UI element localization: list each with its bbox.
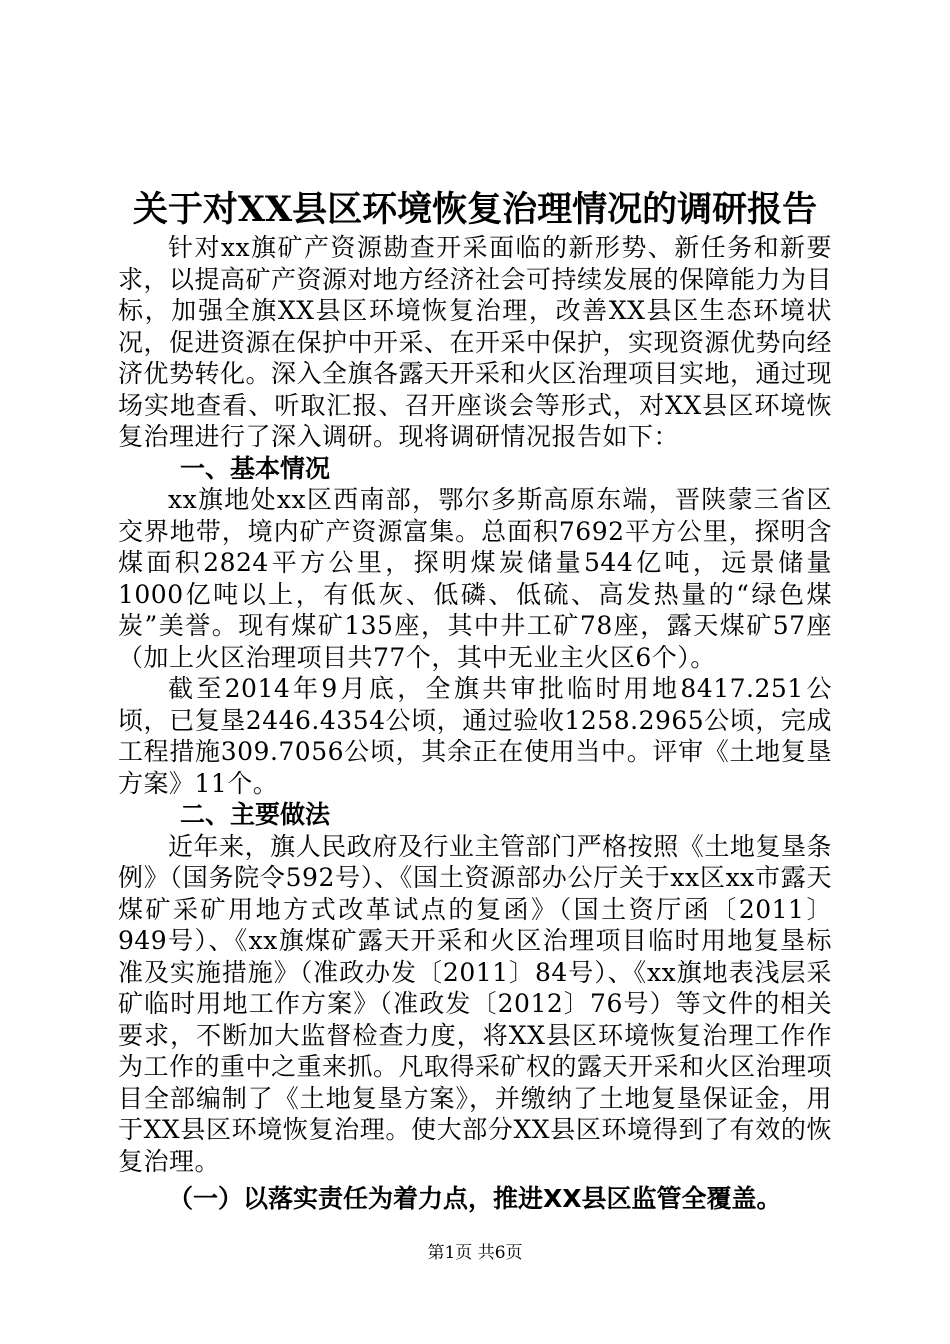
section-heading-basic-info: 一、基本情况 [180,453,331,483]
document-title: 关于对XX县区环境恢复治理情况的调研报告 [132,189,818,230]
document-body [118,232,832,1217]
subsection-heading-1: （一）以落实责任为着力点，推进XX县区监管全覆盖。 [168,1184,782,1213]
intro-paragraph: 针对xx旗矿产资源勘查开采面临的新形势、新任务和新要求，以提高矿产资源对地方经济社会可持续发展的保障能力为目标，加强全旗XX县区环境恢复治理，改善XX县区生态环境状况，促进资源在保护中开采、在开采中保护，实现资源优势向经济优势转化。深入全旗各露天开采和火区治理项目实地，通过现场实地查看、听取汇报、召开座谈会等形式，对XX县区环境恢复治理进行了深入调研。现将调研情况报告如下： [118,233,833,451]
main-practices-paragraph-1: 近年来，旗人民政府及行业主管部门严格按照《土地复垦条例》（国务院令592号）、《国土资源部办公厅关于xx区xx市露天煤矿采矿用地方式改革试点的复函》（国土资厅函〔2011〕949号）、《xx旗煤矿露天开采和火区治理项目临时用地复垦标准及实施措施》（准政办发〔2011〕84号）、《xx旗地表浅层采矿临时用地工作方案》（准政发〔2012〕76号）等文件的相关要求，不断加大监督检查力度，将XX县区环境恢复治理工作作为工作的重中之重来抓。凡取得采矿权的露天开采和火区治理项目全部编制了《土地复垦方案》，并缴纳了土地复垦保证金，用于XX县区环境恢复治理。使大部分XX县区环境得到了有效的恢复治理。 [118,831,833,1176]
basic-info-paragraph-1: xx旗地处xx区西南部，鄂尔多斯高原东端，晋陕蒙三省区交界地带，境内矿产资源富集。总面积7692平方公里，探明含煤面积2824平方公里，探明煤炭储量544亿吨，远景储量1000亿吨以上，有低灰、低磷、低硫、高发热量的“绿色煤炭”美誉。现有煤矿135座，其中井工矿78座，露天煤矿57座（加上火区治理项目共77个，其中无业主火区6个）。 [118,485,832,672]
basic-info-paragraph-2: 截至2014年9月底，全旗共审批临时用地8417.251公顷，已复垦2446.4354公顷，通过验收1258.2965公顷，完成工程措施309.7056公顷，其余正在使用当中。评审《土地复垦方案》11个。 [118,674,832,798]
section-heading-main-practices: 二、主要做法 [180,800,331,829]
page-footer: 第1页 共6页 [427,1243,523,1263]
